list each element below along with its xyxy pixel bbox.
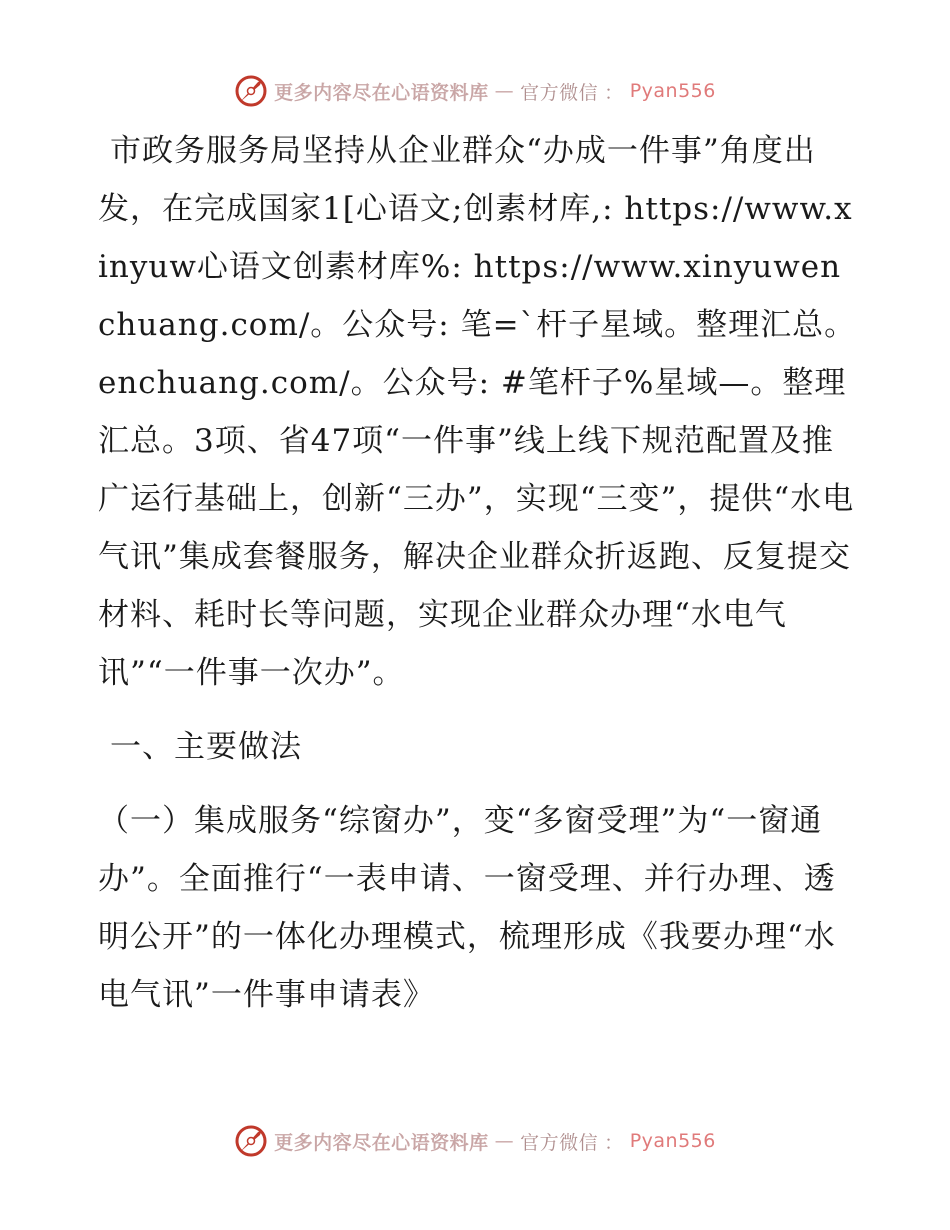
banner-main-text: 更多内容尽在心语资料库 xyxy=(274,81,489,104)
body-paragraph: 市政务服务局坚持从企业群众“办成一件事”角度出发，在完成国家1[心语文;创素材库,: https://www.xinyuw心语文创素材库%: https://www.xinyuwenchuang.com/。公众号: 笔=`杆子星域。整理汇总。enchuang.com/。公众号: #笔杆子%星域—。整理汇总。3项、省47项“一件事”线上线下规范配置及推广运行基础上，创新“三办”，实现“三变”，提供“水电气讯”集成套餐服务，解决企业群众折返跑、反复提交材料、耗时长等问题，实现企业群众办理“水电气讯”“一件事一次办”。 xyxy=(98,133,857,691)
banner-dash: — xyxy=(494,1130,515,1152)
feather-quill-logo-icon xyxy=(234,1124,268,1158)
banner-separator: ： xyxy=(604,1131,624,1154)
banner-main-text: 更多内容尽在心语资料库 xyxy=(274,1131,489,1154)
section-heading: 一、主要做法 xyxy=(110,729,302,765)
banner-official-label: 官方微信 xyxy=(520,1131,599,1154)
banner-dash: — xyxy=(494,80,515,102)
banner-separator: ： xyxy=(604,81,624,104)
banner-wechat-id: Pyan556 xyxy=(629,1130,716,1152)
header-watermark-banner xyxy=(0,74,950,108)
body-paragraph: （一）集成服务“综窗办”，变“多窗受理”为“一窗通办”。全面推行“一表申请、一窗受理、并行办理、透明公开”的一体化办理模式，梳理形成《我要办理“水电气讯”一件事申请表》 xyxy=(98,803,836,1013)
footer-watermark-banner xyxy=(0,1124,950,1158)
banner-official-label: 官方微信 xyxy=(520,81,599,104)
banner-wechat-id: Pyan556 xyxy=(629,80,716,102)
document-body xyxy=(98,122,858,1024)
feather-quill-logo-icon xyxy=(234,74,268,108)
